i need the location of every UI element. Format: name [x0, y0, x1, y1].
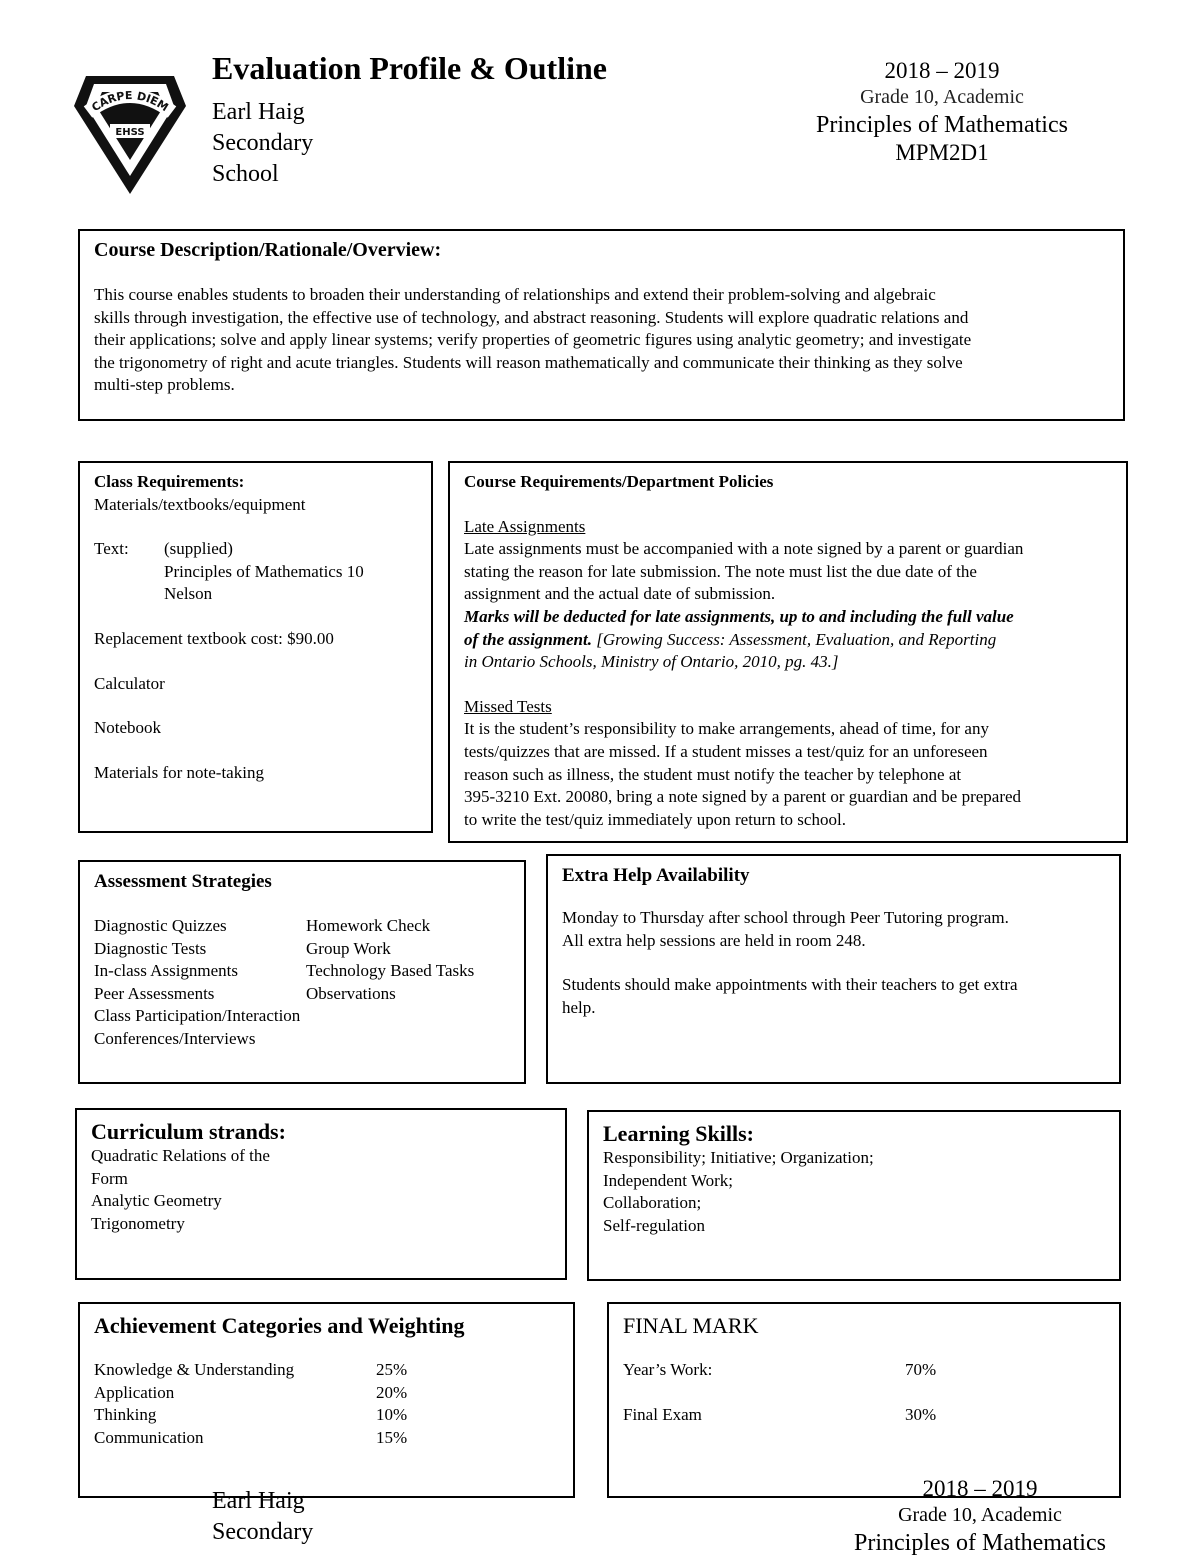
final-mark-value: 70%: [905, 1360, 937, 1379]
class-requirements-subheading: Materials/textbooks/equipment: [94, 494, 306, 514]
curriculum-strands-heading: Curriculum strands:: [91, 1119, 286, 1144]
course-description-box: [78, 229, 1125, 421]
footer-school-line: Secondary: [212, 1519, 314, 1545]
footer-school-year: 2018 – 2019: [922, 1476, 1038, 1501]
final-mark-value: 30%: [905, 1404, 937, 1424]
final-mark-label: Final Exam: [623, 1404, 702, 1424]
skill-item: Responsibility; Initiative; Organization;: [603, 1148, 874, 1167]
late-penalty-line: of the assignment.: [464, 629, 592, 649]
class-requirements-heading: Class Requirements:: [94, 472, 245, 491]
missed-line: to write the test/quiz immediately upon return to school.: [464, 809, 846, 829]
assessment-item: In-class Assignments: [94, 961, 239, 981]
requirement-item: Notebook: [94, 718, 162, 738]
school-year: 2018 – 2019: [884, 58, 1000, 83]
assessment-item: Conferences/Interviews: [94, 1028, 256, 1048]
skill-item: Collaboration;: [603, 1193, 702, 1213]
footer-grade-level: Grade 10, Academic: [898, 1504, 1062, 1526]
department-policies-box: [448, 461, 1128, 843]
final-mark-label: Year’s Work:: [623, 1360, 713, 1379]
course-code: MPM2D1: [895, 140, 989, 165]
growing-success-citation: in Ontario Schools, Ministry of Ontario, 2010, pg. 43.]: [464, 652, 839, 672]
extra-help-heading: Extra Help Availability: [562, 865, 750, 886]
logo-motto-text: CARPE DIEM: [89, 88, 171, 115]
policies-heading: Course Requirements/Department Policies: [464, 472, 774, 491]
weighting-row: [94, 1404, 559, 1427]
missed-line: 395-3210 Ext. 20080, bring a note signed by a parent or guardian and be prepared: [464, 787, 1022, 807]
description-line: their applications; solve and apply linear systems; verify properties of geometric figures using analytic geometry; and investigate: [94, 330, 972, 350]
extra-help-line: Students should make appointments with their teachers to get extra: [562, 975, 1018, 995]
missed-line: tests/quizzes that are missed. If a student misses a test/quiz for an unforeseen: [464, 741, 988, 761]
achievement-heading: Achievement Categories and Weighting: [94, 1313, 465, 1338]
requirement-item: Calculator: [94, 673, 165, 693]
grade-level: Grade 10, Academic: [860, 86, 1024, 108]
extra-help-line: Monday to Thursday after school through Peer Tutoring program.: [562, 908, 1009, 927]
assessment-item: Diagnostic Tests: [94, 938, 207, 958]
requirement-item: Materials for note-taking: [94, 762, 264, 782]
late-penalty-line: Marks will be deducted for late assignments, up to and including the full value: [464, 606, 1014, 626]
replacement-cost: Replacement textbook cost: $90.00: [94, 628, 334, 648]
curriculum-strands-box: [75, 1108, 567, 1280]
assessment-columns: [94, 915, 510, 1005]
footer-course-name: Principles of Mathematics: [854, 1530, 1106, 1556]
textbook-line: Principles of Mathematics 10: [164, 561, 364, 581]
weighting-label: Communication: [94, 1427, 204, 1447]
course-description-text: [94, 284, 1109, 397]
assessment-item: Group Work: [306, 938, 391, 958]
weighting-table: [94, 1359, 559, 1449]
weighting-value: 25%: [376, 1360, 408, 1379]
footer-school-name: [212, 1486, 313, 1548]
final-mark-table: [623, 1359, 1105, 1426]
textbook-line: Nelson: [164, 584, 213, 604]
strand-item: Analytic Geometry: [91, 1191, 222, 1211]
late-line: stating the reason for late submission. The note must list the due date of the: [464, 561, 977, 581]
learning-skills-heading: Learning Skills:: [603, 1121, 754, 1146]
weighting-label: Application: [94, 1382, 175, 1402]
course-description-heading: Course Description/Rationale/Overview:: [94, 239, 442, 261]
late-assignments-text: [464, 538, 1112, 674]
late-line: assignment and the actual date of submission.: [464, 584, 776, 604]
textbook-label: Text:: [94, 539, 129, 559]
extra-help-box: [546, 854, 1121, 1084]
final-mark-row: [623, 1404, 1105, 1427]
weighting-row: [94, 1359, 559, 1382]
description-line: This course enables students to broaden their understanding of relationships and extend their problem-solving and algebraic: [94, 285, 936, 304]
late-line: Late assignments must be accompanied with a note signed by a parent or guardian: [464, 539, 1024, 559]
logo-initials-text: EHSS: [115, 127, 145, 138]
achievement-categories-box: [78, 1302, 575, 1498]
assessment-item: Class Participation/Interaction: [94, 1006, 301, 1026]
missed-line: reason such as illness, the student must notify the teacher by telephone at: [464, 764, 962, 784]
school-name-line: Earl Haig: [212, 99, 305, 125]
textbook-line: (supplied): [164, 539, 233, 559]
strand-item: Quadratic Relations of the: [91, 1146, 270, 1165]
missed-tests-title: Missed Tests: [464, 696, 552, 716]
missed-tests-text: [464, 718, 1112, 831]
strand-item: Form: [91, 1168, 128, 1188]
weighting-value: 10%: [376, 1405, 408, 1425]
final-mark-row: [623, 1359, 1105, 1382]
footer-school-line: Earl Haig: [212, 1488, 305, 1514]
assessment-item: Peer Assessments: [94, 983, 215, 1003]
school-name-line: Secondary: [212, 130, 314, 156]
extra-help-line: All extra help sessions are held in room 248.: [562, 930, 866, 950]
missed-line: It is the student’s responsibility to make arrangements, ahead of time, for any: [464, 719, 989, 739]
school-crest-logo: [72, 72, 188, 196]
extra-help-line: help.: [562, 997, 596, 1017]
weighting-label: Knowledge & Understanding: [94, 1360, 295, 1379]
weighting-value: 15%: [376, 1427, 408, 1447]
textbook-info: [94, 538, 417, 606]
weighting-label: Thinking: [94, 1405, 157, 1425]
page-title: Evaluation Profile & Outline: [212, 50, 607, 86]
final-mark-box: [607, 1302, 1121, 1498]
description-line: the trigonometry of right and acute triangles. Students will reason mathematically and communicate their thinking as they solve: [94, 352, 963, 372]
footer-course-info: [820, 1476, 1140, 1557]
weighting-row: [94, 1382, 559, 1405]
assessment-strategies-box: [78, 860, 526, 1084]
assessment-item: Observations: [306, 983, 396, 1003]
school-name: [212, 97, 313, 190]
class-requirements-box: [78, 461, 433, 833]
assessment-heading: Assessment Strategies: [94, 871, 272, 892]
skill-item: Self-regulation: [603, 1215, 705, 1235]
assessment-item: Diagnostic Quizzes: [94, 916, 227, 935]
description-line: multi-step problems.: [94, 375, 235, 395]
strand-item: Trigonometry: [91, 1213, 185, 1233]
learning-skills-box: [587, 1110, 1121, 1281]
skill-item: Independent Work;: [603, 1170, 734, 1190]
final-mark-heading: FINAL MARK: [623, 1313, 759, 1338]
assessment-item: Homework Check: [306, 916, 431, 935]
growing-success-citation: [Growing Success: Assessment, Evaluation, and Reporting: [592, 629, 997, 649]
course-name: Principles of Mathematics: [816, 112, 1068, 138]
weighting-value: 20%: [376, 1382, 408, 1402]
course-info: [782, 58, 1102, 166]
late-assignments-title: Late Assignments: [464, 516, 586, 536]
description-line: skills through investigation, the effective use of technology, and abstract reasoning. Students will explore quadratic relations and: [94, 307, 969, 327]
weighting-row: [94, 1427, 559, 1450]
school-name-line: School: [212, 161, 279, 187]
assessment-item: Technology Based Tasks: [306, 961, 475, 981]
